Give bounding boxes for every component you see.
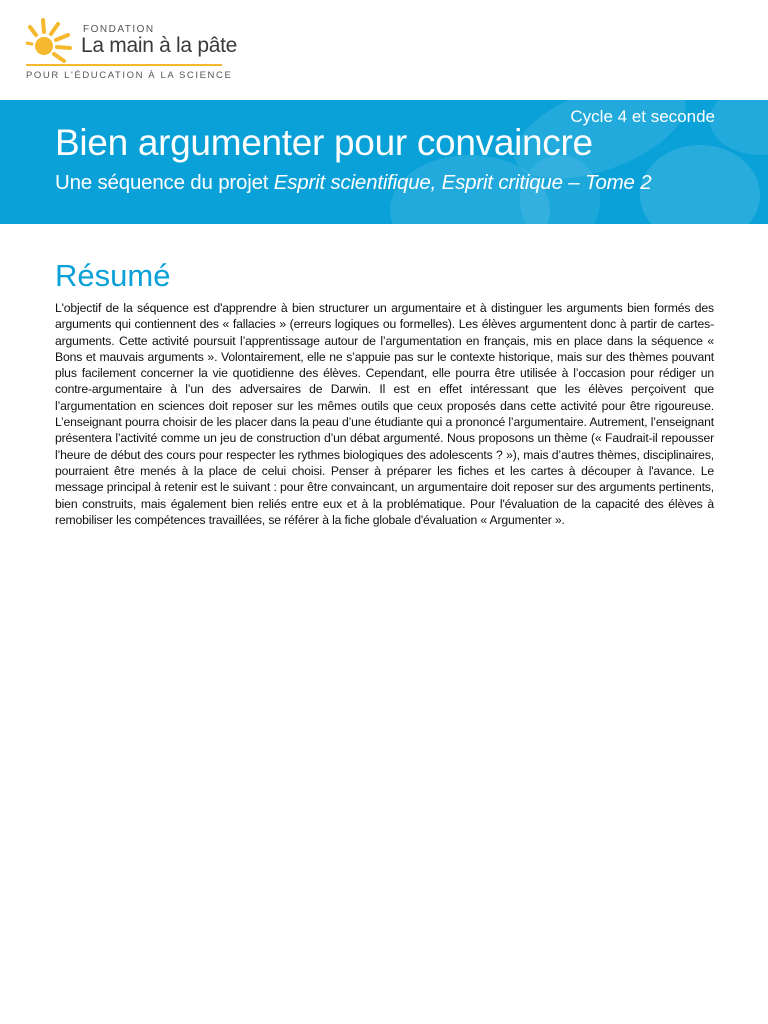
title-banner	[0, 100, 768, 224]
foundation-logo	[26, 14, 256, 86]
document-title: Bien argumenter pour convaincre	[55, 122, 593, 163]
subtitle-prefix: Une séquence du projet	[55, 171, 274, 194]
logo-underline	[26, 64, 222, 66]
resume-text: L'objectif de la séquence est d'apprendre à bien structurer un argumentaire et à distinguer les arguments bien formés des arguments qui contiennent des « fallacies » (erreurs logiques ou formelles). Les élèves argumentent donc à partir de cartes-arguments. Cette activité poursuit l’apprentissage autour de l’argumentation en français, mis en place dans la séquence « Bons et mauvais arguments ». Volontairement, elle ne s’appuie pas sur le contexte historique, mais sur des thèmes pouvant plus facilement concerner la vie quotidienne des élèves. Cependant, elle pourra être utilisée à l’occasion pour rédiger un contre-argumentaire à l’un des adversaires de Darwin. Il est en effet intéressant que les élèves perçoivent que l’argumentation en sciences doit reposer sur les mêmes outils que ceux proposés dans cette activité pour être rigoureuse. L’enseignant pourra choisir de les placer dans la peau d’une étudiante qui a prononcé l’argumentaire. Autrement, l’enseignant présentera l’activité comme un jeu de construction d’un débat argumenté. Nous proposons un thème (« Faudrait-il repousser l’heure de début des cours pour respecter les rythmes biologiques des adolescents ? »), mais d’autres thèmes, disciplinaires, pourraient être menés à la place de celui choisi. Penser à préparer les fiches et les cartes à découper à l'avance. Le message principal à retenir est le suivant : pour être convaincant, un argumentaire doit reposer sur des arguments pertinents, bien construits, mais également bien reliés entre eux et à la problématique. Pour l'évaluation de la capacité des élèves à remobiliser les compétences travaillées, se référer à la fiche globale d'évaluation « Argumenter ».	[55, 301, 714, 527]
logo-name: La main à la pâte	[81, 34, 238, 57]
document-subtitle	[55, 171, 651, 195]
sun-icon	[26, 16, 78, 68]
subtitle-project-name: Esprit scientifique, Esprit critique – Tome 2	[273, 171, 652, 194]
logo-fondation-text: FONDATION	[83, 24, 155, 35]
cycle-label: Cycle 4 et seconde	[570, 107, 715, 126]
logo-tagline: POUR L'ÉDUCATION À LA SCIENCE	[26, 70, 233, 81]
resume-heading: Résumé	[55, 258, 171, 293]
